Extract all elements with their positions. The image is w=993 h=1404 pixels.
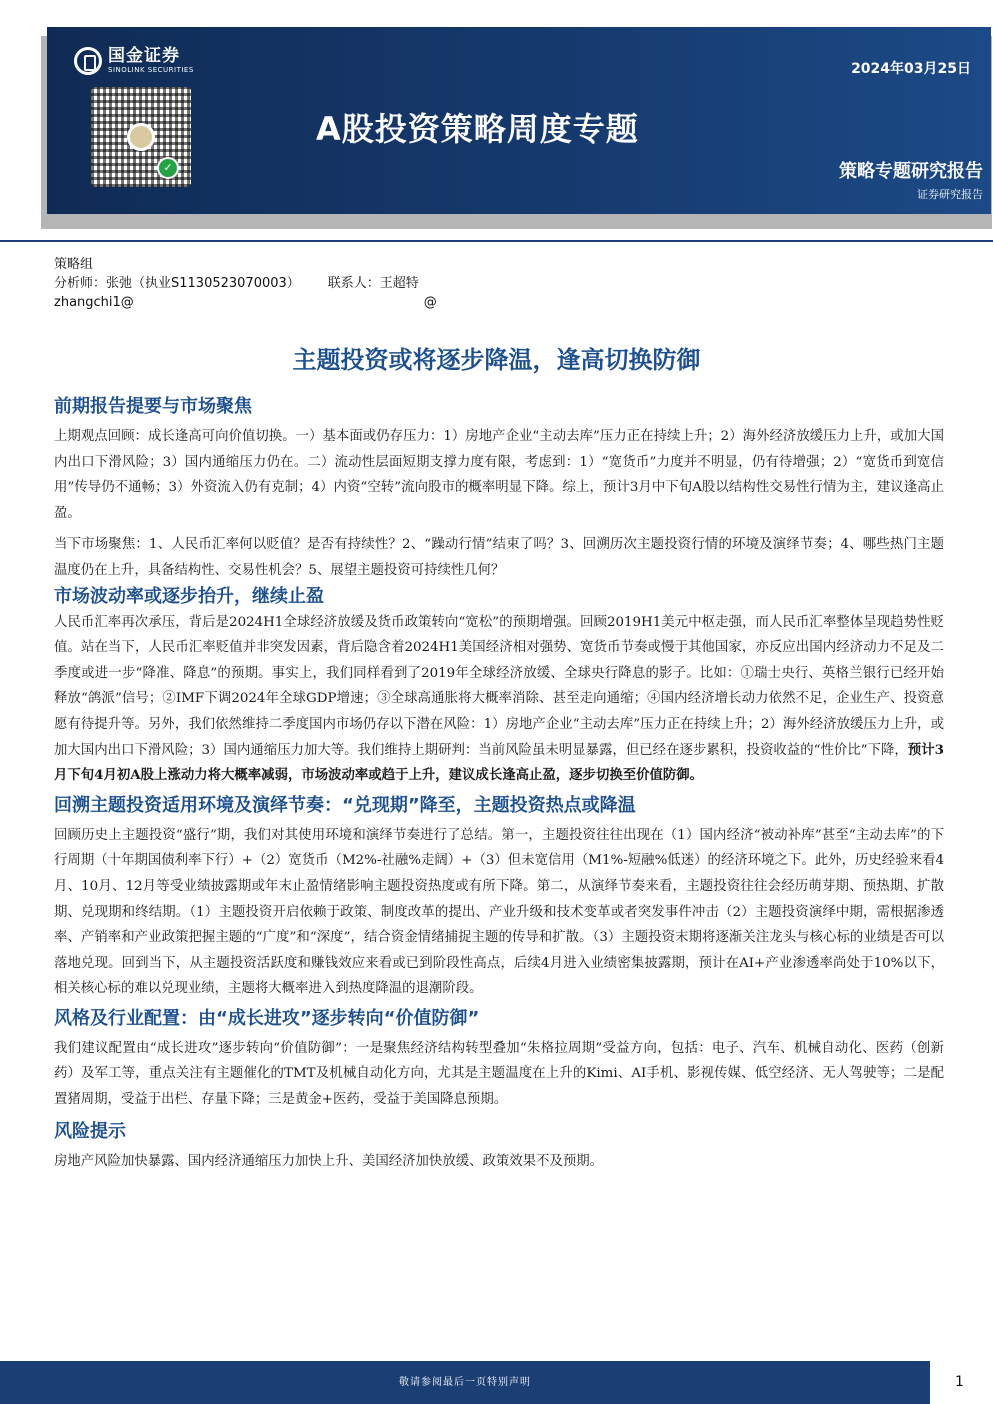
section-heading: 前期报告提要与市场聚焦 [54, 396, 252, 417]
section-heading: 风险提示 [54, 1120, 126, 1142]
section-paragraph: 房地产风险加快暴露、国内经济通缩压力加快上升、美国经济加快放缓、政策效果不及预期。 [54, 1153, 604, 1169]
mini-program-icon: ✓ [157, 157, 179, 179]
footer-disclaimer: 敬请参阅最后一页特别声明 [399, 1377, 531, 1388]
email-line [54, 293, 437, 312]
section-paragraph: 我们建议配置由“成长进攻”逐步转向“价值防御”：一是聚焦经济结构转型叠加“朱格拉周期”受益方向，包括：电子、汽车、机械自动化、医药（创新药）及军工等，重点关注有主题催化的TMT及机械自动化方向，尤其是主题温度在上升的Kimi、AI手机、影视传媒、低空经济、无人驾驶等；二是配置猪周期，受益于出栏、存量下降；三是黄金+医药，受益于美国降息预期。 [54, 1040, 944, 1108]
banner-divider [0, 240, 993, 242]
section-heading: 市场波动率或逐步抬升，继续止盈 [54, 585, 324, 607]
report-title: A股投资策略周度专题 [316, 110, 639, 148]
contact-info: 联系人：王超特 [327, 276, 419, 291]
sinolink-logo-icon [74, 47, 102, 75]
report-headline: 主题投资或将逐步降温，逢高切换防御 [292, 346, 701, 374]
section-heading: 风格及行业配置：由“成长进攻”逐步转向“价值防御” [54, 1007, 480, 1029]
paragraph-text: 人民币汇率再次承压，背后是2024H1全球经济放缓及货币政策转向“宽松”的预期增强。回顾2019H1美元中枢走强，而人民币汇率整体呈现趋势性贬值。站在当下，人民币汇率贬值并非突发因素，背后隐含着2024H1美国经济相对强势、宽货币节奏或慢于其他国家，亦反应出国内经济动力不足及二季度或进一步“降准、降息”的预期。事实上，我们同样看到了2019年全球经济放缓、全球央行降息的影子。比如：①瑞士央行、英格兰银行已经开始释放“鸽派”信号；②IMF下调2024年全球GDP增速；③全球高通胀将大概率消除、甚至走向通缩；④国内经济增长动力依然不足，企业生产、投资意愿有待提升等。另外，我们依然维持二季度国内市场仍存以下潜在风险：1）房地产企业“主动去库”压力正在持续上升；2）海外经济放缓压力上升，或加大国内出口下滑风险；3）国内通缩压力加大等。我们维持上期研判：当前风险虽未明显暴露，但已经在逐步累积，投资收益的“性价比”下降， [54, 614, 944, 758]
section-paragraph: 上期观点回顾：成长逢高可向价值切换。一）基本面或仍存压力：1）房地产企业“主动去库”压力正在持续上升；2）海外经济放缓压力上升，或加大国内出口下滑风险；3）国内通缩压力仍在。二）流动性层面短期支撑力度有限，考虑到：1）“宽货币”力度并不明显，仍有待增强；2）“宽货币到宽信用”传导仍不通畅；3）外资流入仍有克制；4）内资“空转”流向股市的概率明显下降。综上，预计3月中下旬A股以结构性交易性行情为主，建议逢高止盈。 [54, 429, 944, 521]
section-paragraph: 当下市场聚焦：1、人民币汇率何以贬值？是否有持续性？2、“躁动行情”结束了吗？3、回溯历次主题投资行情的环境及演绎节奏；4、哪些热门主题温度仍在上升，具备结构性、交易性机会？5、展望主题投资可持续性几何？ [54, 537, 944, 578]
report-date: 2024年03月25日 [851, 61, 971, 77]
section-heading: 回溯主题投资适用环境及演绎节奏：“兑现期”降至，主题投资热点或降温 [54, 794, 636, 816]
logo-cn: 国金证券 [108, 46, 180, 66]
page-number: 1 [955, 1374, 964, 1390]
contact-email[interactable]: @ [423, 295, 437, 310]
author-line [54, 274, 437, 293]
report-subtype: 证券研究报告 [917, 188, 983, 201]
logo-en: SINOLINK SECURITIES [108, 66, 194, 74]
analyst-info: 分析师：张弛（执业S1130523070003） [54, 276, 300, 291]
qr-code-icon [91, 87, 191, 187]
report-body [54, 394, 944, 1174]
analyst-email[interactable]: zhangchi1@ [54, 295, 134, 310]
author-group: 策略组 [54, 257, 94, 272]
paragraph-bold-conclusion: 预计3月下旬4月初A股上涨动力将大概率减弱，市场波动率或趋于上升，建议成长逢高止盈，逐步切换至价值防御。 [54, 741, 944, 784]
qr-center-logo [127, 123, 155, 151]
section-paragraph: 回顾历史上主题投资“盛行”期，我们对其使用环境和演绎节奏进行了总结。第一，主题投资往往出现在（1）国内经济“被动补库”甚至“主动去库”的下行周期（十年期国债利率下行）+（2）宽货币（M2%-社融%走阔）+（3）但未宽信用（M1%-短融%低迷）的经济环境之下。此外，历史经验来看4月、10月、12月等受业绩披露期或年末止盈情绪影响主题投资热度或有所下降。第二，从演绎节奏来看，主题投资往往会经历萌芽期、预热期、扩散期、兑现期和终结期。（1）主题投资开启依赖于政策、制度改革的提出、产业升级和技术变革或者突发事件冲击（2）主题投资演绎中期，需根据渗透率、产销率和产业政策把握主题的“广度”和“深度”，结合资金情绪捕捉主题的传导和扩散。（3）主题投资末期将逐渐关注龙头与核心标的业绩是否可以落地兑现。回到当下，从主题投资活跃度和赚钱效应来看或已到阶段性高点，后续4月进入业绩密集披露期，预计在AI+产业渗透率尚处于10%以下，相关核心标的难以兑现业绩，主题将大概率进入到热度降温的退潮阶段。 [54, 827, 944, 997]
author-block [54, 255, 437, 312]
report-type: 策略专题研究报告 [839, 161, 983, 182]
company-logo [74, 47, 194, 75]
logo-text [108, 47, 194, 75]
section-paragraph [54, 610, 944, 789]
